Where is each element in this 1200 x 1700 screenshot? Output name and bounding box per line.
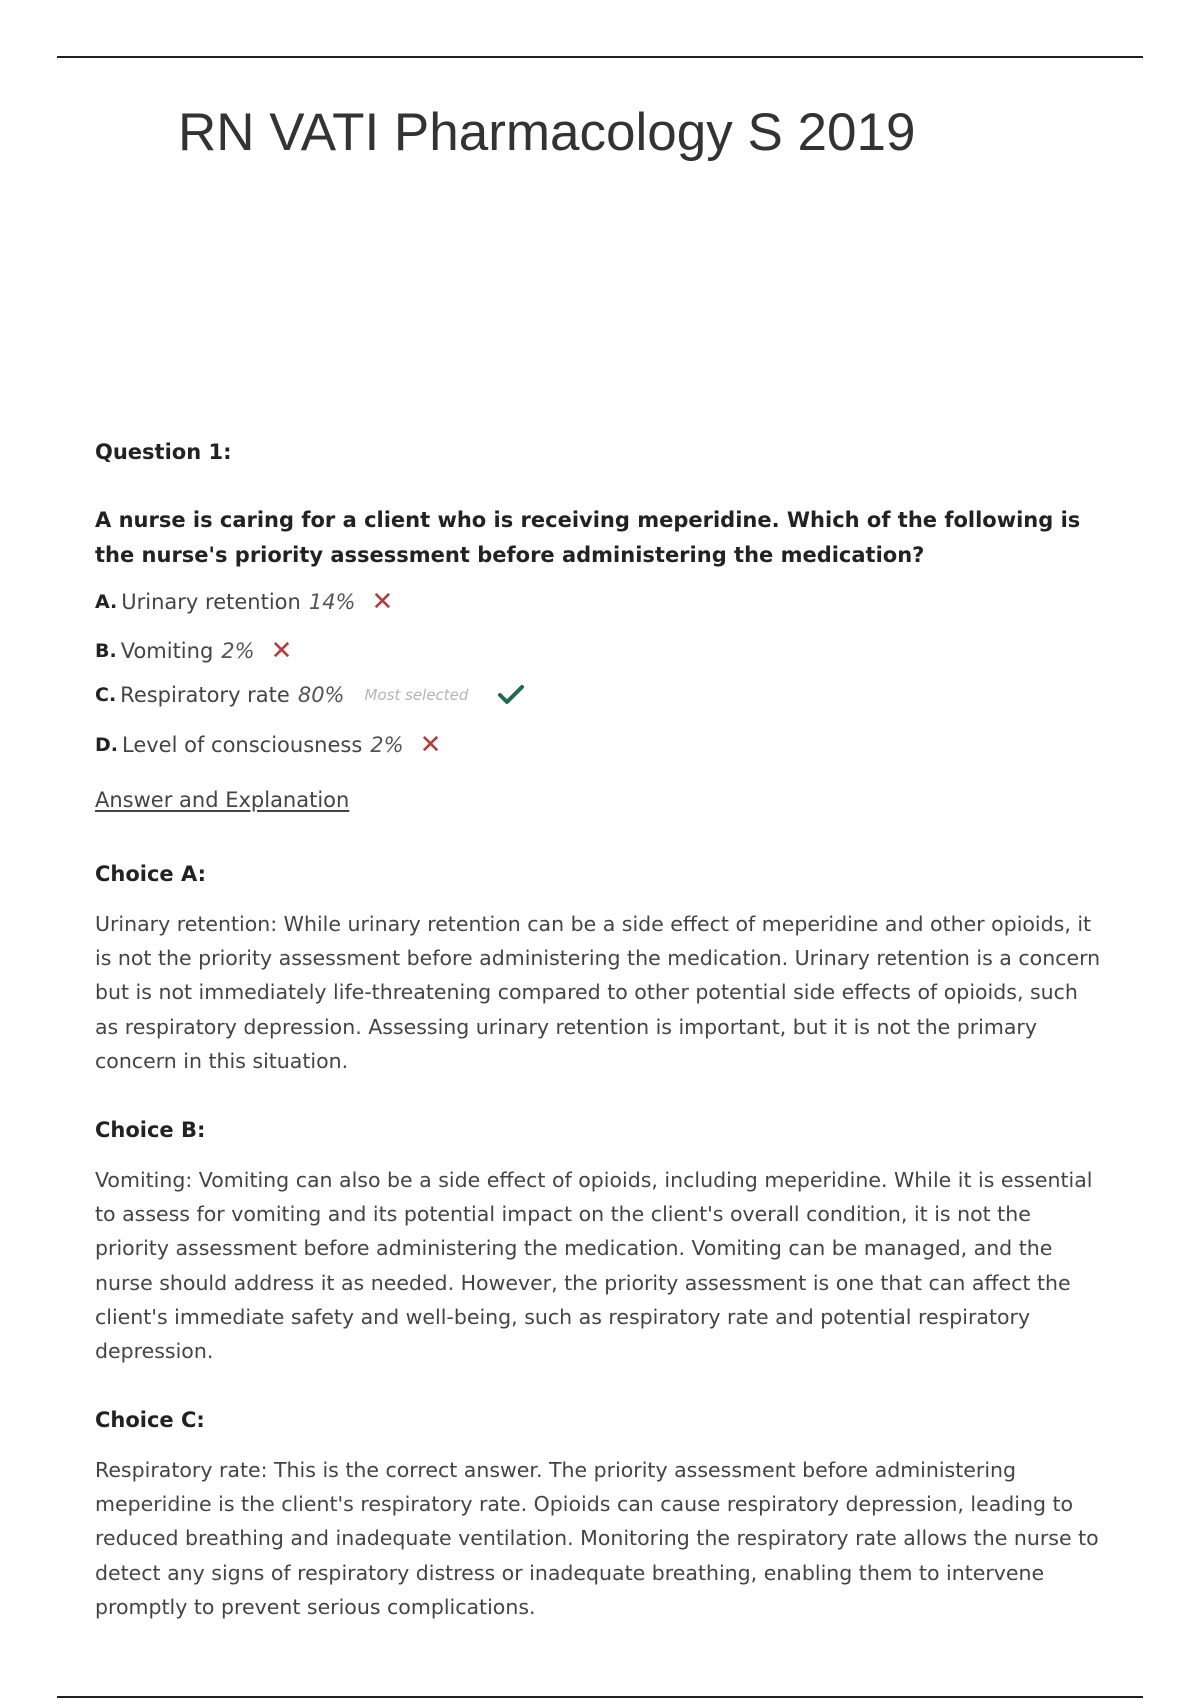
check-icon — [496, 683, 526, 707]
choice-b — [95, 636, 292, 666]
choice-c-heading: Choice C: — [95, 1408, 205, 1432]
choice-d — [95, 730, 441, 760]
x-icon: ✕ — [419, 730, 442, 760]
choice-d-letter: D. — [95, 734, 118, 756]
choice-a-text: Urinary retention — [121, 590, 301, 614]
question-text: A nurse is caring for a client who is receiving meperidine. Which of the following is the nurse's priority assessment before administering the medication? — [95, 508, 1081, 567]
choice-c-text: Respiratory rate — [120, 683, 290, 707]
choice-b-heading: Choice B: — [95, 1118, 206, 1142]
document-title: RN VATI Pharmacology S 2019 — [178, 103, 916, 162]
choice-a-letter: A. — [95, 591, 118, 613]
bottom-divider — [57, 1696, 1143, 1698]
choice-b-percent: 2% — [221, 639, 255, 663]
choice-d-percent: 2% — [370, 733, 404, 757]
top-divider — [57, 56, 1143, 58]
most-selected-note: Most selected — [364, 686, 469, 704]
choice-b-letter: B. — [95, 640, 117, 662]
choice-c — [95, 680, 526, 710]
choice-b-explanation: Vomiting: Vomiting can also be a side effect of opioids, including meperidine. While it is essential to assess for vomiting and its potential impact on the client's overall condition, it is not the priority assessment before administering the medication. Vomiting can be managed, and the nurse should address it as needed. However, the priority assessment is one that can affect the client's immediate safety and well-being, such as respiratory rate and potential respiratory depression. — [95, 1168, 1093, 1364]
x-icon: ✕ — [270, 636, 293, 666]
choice-a-explanation: Urinary retention: While urinary retention can be a side effect of meperidine and other opioids, it is not the priority assessment before administering the medication. Urinary retention is a concern but is not immediately life-threatening compared to other potential side effects of opioids, such as respiratory depression. Assessing urinary retention is important, but it is not the primary concern in this situation. — [95, 912, 1101, 1073]
choice-c-percent: 80% — [297, 683, 345, 707]
choice-a-heading: Choice A: — [95, 862, 207, 886]
choice-c-explanation: Respiratory rate: This is the correct answer. The priority assessment before administering meperidine is the client's respiratory rate. Opioids can cause respiratory depression, leading to reduced breathing and inadequate ventilation. Monitoring the respiratory rate allows the nurse to detect any signs of respiratory distress or inadequate breathing, enabling them to intervene promptly to prevent serious complications. — [95, 1458, 1099, 1619]
choice-b-text: Vomiting — [120, 639, 214, 663]
choice-a — [95, 587, 393, 617]
x-icon: ✕ — [371, 587, 394, 617]
choice-d-text: Level of consciousness — [122, 733, 363, 757]
choice-a-percent: 14% — [308, 590, 356, 614]
question-label: Question 1: — [95, 440, 232, 464]
answer-explanation-link[interactable]: Answer and Explanation — [95, 788, 350, 812]
choice-c-letter: C. — [95, 684, 117, 706]
